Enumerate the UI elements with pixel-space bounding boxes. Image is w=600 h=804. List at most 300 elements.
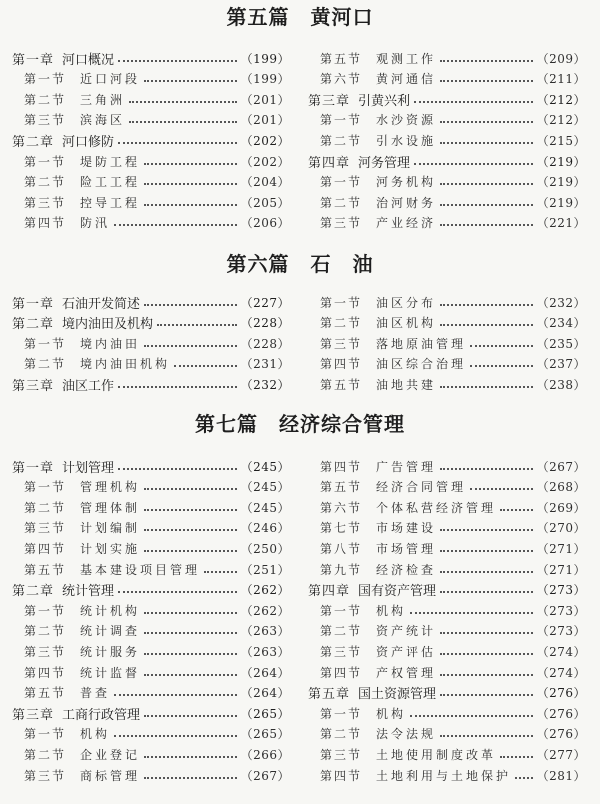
entry-label: 第一节 xyxy=(320,603,363,618)
entry-title: 统计监督 xyxy=(80,665,141,680)
leader-dots xyxy=(440,467,533,470)
toc-section-entry xyxy=(308,374,586,394)
entry-title: 河务机构 xyxy=(376,175,437,190)
entry-label: 第二节 xyxy=(24,357,67,372)
leader-dots xyxy=(440,120,533,123)
entry-title: 油地共建 xyxy=(376,377,437,392)
leader-dots xyxy=(144,508,237,511)
entry-page-number: （227） xyxy=(240,295,290,310)
toc-chapter-entry xyxy=(12,374,290,394)
entry-label: 第二节 xyxy=(320,727,363,742)
entry-page-number: （211） xyxy=(536,72,586,87)
entry-page-number: （262） xyxy=(240,603,290,618)
entry-label: 第一节 xyxy=(24,154,67,169)
entry-page-number: （202） xyxy=(240,133,290,148)
toc-section-entry xyxy=(308,724,586,744)
entry-label: 第二章 xyxy=(12,584,55,600)
toc-chapter-entry xyxy=(12,580,290,600)
entry-title: 引黄兴利 xyxy=(358,93,411,109)
leader-dots xyxy=(114,693,237,696)
entry-label: 第六节 xyxy=(320,500,363,515)
entry-page-number: （205） xyxy=(240,195,290,210)
toc-section-entry xyxy=(12,744,290,764)
entry-page-number: （273） xyxy=(536,624,586,639)
toc-section-entry xyxy=(12,213,290,233)
entry-label: 第一节 xyxy=(320,175,363,190)
entry-title: 广告管理 xyxy=(376,459,437,474)
leader-dots xyxy=(440,693,533,696)
leader-dots xyxy=(118,385,237,388)
entry-title: 计划管理 xyxy=(62,460,115,476)
entry-page-number: （232） xyxy=(240,377,290,392)
entry-page-number: （219） xyxy=(536,195,586,210)
entry-label: 第二节 xyxy=(24,92,67,107)
entry-label: 第九节 xyxy=(320,562,363,577)
entry-label: 第三节 xyxy=(24,521,67,536)
toc-section-entry xyxy=(308,703,586,723)
leader-dots xyxy=(118,467,237,470)
entry-label: 第八节 xyxy=(320,541,363,556)
entry-title: 工商行政管理 xyxy=(62,707,141,723)
leader-dots xyxy=(144,611,237,614)
entry-page-number: （276） xyxy=(536,686,586,701)
entry-title: 市场建设 xyxy=(376,521,437,536)
toc-section-entry xyxy=(308,172,586,192)
toc-section-entry xyxy=(308,497,586,517)
entry-label: 第二节 xyxy=(320,316,363,331)
toc-chapter-entry xyxy=(308,683,586,703)
entry-page-number: （234） xyxy=(536,316,586,331)
entry-title: 土地利用与土地保护 xyxy=(376,768,512,783)
toc-section-entry xyxy=(12,621,290,641)
part-title: 第六篇 石 油 xyxy=(226,252,374,276)
entry-page-number: （212） xyxy=(536,92,586,107)
toc-section-entry xyxy=(12,89,290,109)
entry-label: 第七节 xyxy=(320,521,363,536)
leader-dots xyxy=(440,570,533,573)
entry-label: 第二节 xyxy=(24,624,67,639)
entry-page-number: （271） xyxy=(536,541,586,556)
toc-section-entry xyxy=(308,600,586,620)
leader-dots xyxy=(440,528,533,531)
entry-title: 法令法规 xyxy=(376,727,437,742)
leader-dots xyxy=(144,182,237,185)
entry-label: 第三节 xyxy=(320,747,363,762)
entry-page-number: （231） xyxy=(240,357,290,372)
entry-title: 堤防工程 xyxy=(80,154,141,169)
entry-page-number: （266） xyxy=(240,747,290,762)
entry-title: 河口修防 xyxy=(62,134,115,150)
leader-dots xyxy=(410,714,533,717)
entry-label: 第五节 xyxy=(24,562,67,577)
entry-title: 个体私营经济管理 xyxy=(376,500,497,515)
leader-dots xyxy=(144,652,237,655)
toc-section-entry xyxy=(308,559,586,579)
toc-section-entry xyxy=(12,192,290,212)
entry-page-number: （269） xyxy=(536,500,586,515)
entry-title: 统计服务 xyxy=(80,644,141,659)
entry-page-number: （274） xyxy=(536,665,586,680)
entry-label: 第一节 xyxy=(24,336,67,351)
entry-label: 第二节 xyxy=(24,175,67,190)
toc-section-entry xyxy=(12,600,290,620)
entry-title: 防汛 xyxy=(80,216,111,231)
entry-title: 计划编制 xyxy=(80,521,141,536)
entry-page-number: （199） xyxy=(240,51,290,66)
entry-page-number: （201） xyxy=(240,113,290,128)
entry-page-number: （277） xyxy=(536,747,586,762)
toc-section-entry xyxy=(12,518,290,538)
leader-dots xyxy=(118,141,237,144)
leader-dots xyxy=(440,303,533,306)
entry-title: 机构 xyxy=(376,603,407,618)
leader-dots xyxy=(118,590,237,593)
toc-section-entry xyxy=(308,110,586,130)
entry-label: 第六节 xyxy=(320,72,363,87)
entry-label: 第三节 xyxy=(24,768,67,783)
entry-title: 经济检查 xyxy=(376,562,437,577)
entry-label: 第四节 xyxy=(320,665,363,680)
entry-page-number: （219） xyxy=(536,154,586,169)
entry-label: 第一节 xyxy=(24,603,67,618)
entry-title: 管理体制 xyxy=(80,500,141,515)
toc-section-entry xyxy=(12,497,290,517)
entry-title: 土地使用制度改革 xyxy=(376,747,497,762)
entry-label: 第四节 xyxy=(320,768,363,783)
leader-dots xyxy=(440,59,533,62)
entry-page-number: （267） xyxy=(536,459,586,474)
entry-title: 境内油田及机构 xyxy=(62,317,154,333)
entry-label: 第二节 xyxy=(320,133,363,148)
leader-dots xyxy=(440,79,533,82)
entry-title: 近口河段 xyxy=(80,72,141,87)
leader-dots xyxy=(144,528,237,531)
entry-label: 第三节 xyxy=(24,644,67,659)
entry-label: 第三章 xyxy=(12,378,55,394)
leader-dots xyxy=(144,344,237,347)
leader-dots xyxy=(410,611,533,614)
entry-title: 引水设施 xyxy=(376,133,437,148)
entry-label: 第四节 xyxy=(24,216,67,231)
toc-section-entry xyxy=(308,292,586,312)
toc-section-entry xyxy=(12,765,290,785)
leader-dots xyxy=(440,734,533,737)
toc-section-entry xyxy=(12,724,290,744)
entry-page-number: （264） xyxy=(240,665,290,680)
entry-page-number: （199） xyxy=(240,72,290,87)
entry-title: 治河财务 xyxy=(376,195,437,210)
toc-section-entry xyxy=(308,48,586,68)
leader-dots xyxy=(144,303,237,306)
leader-dots xyxy=(440,141,533,144)
leader-dots xyxy=(470,487,533,490)
entry-page-number: （215） xyxy=(536,133,586,148)
entry-title: 计划实施 xyxy=(80,541,141,556)
leader-dots xyxy=(440,590,533,593)
entry-page-number: （251） xyxy=(240,562,290,577)
leader-dots xyxy=(515,776,533,779)
toc-section-entry xyxy=(12,172,290,192)
toc-section-entry xyxy=(308,765,586,785)
entry-title: 国土资源管理 xyxy=(358,687,437,703)
leader-dots xyxy=(114,223,237,226)
entry-title: 境内油田机构 xyxy=(80,357,171,372)
entry-page-number: （267） xyxy=(240,768,290,783)
entry-title: 资产统计 xyxy=(376,624,437,639)
entry-page-number: （245） xyxy=(240,500,290,515)
entry-page-number: （263） xyxy=(240,644,290,659)
toc-section-entry xyxy=(12,354,290,374)
entry-page-number: （221） xyxy=(536,216,586,231)
leader-dots xyxy=(144,673,237,676)
toc-section-entry xyxy=(308,456,586,476)
entry-title: 三角洲 xyxy=(80,92,126,107)
leader-dots xyxy=(440,323,533,326)
toc-section-entry xyxy=(308,518,586,538)
leader-dots xyxy=(114,734,237,737)
entry-label: 第二章 xyxy=(12,134,55,150)
toc-section-entry xyxy=(308,477,586,497)
toc-chapter-entry xyxy=(12,313,290,333)
leader-dots xyxy=(414,100,533,103)
entry-label: 第五节 xyxy=(24,686,67,701)
entry-label: 第一节 xyxy=(24,480,67,495)
entry-page-number: （281） xyxy=(536,768,586,783)
entry-label: 第二章 xyxy=(12,317,55,333)
entry-title: 统计机构 xyxy=(80,603,141,618)
entry-title: 产业经济 xyxy=(376,216,437,231)
toc-chapter-entry xyxy=(308,580,586,600)
entry-title: 市场管理 xyxy=(376,541,437,556)
entry-title: 统计管理 xyxy=(62,584,115,600)
entry-title: 企业登记 xyxy=(80,747,141,762)
toc-section-entry xyxy=(308,662,586,682)
entry-title: 石油开发简述 xyxy=(62,296,141,312)
entry-page-number: （245） xyxy=(240,459,290,474)
entry-page-number: （273） xyxy=(536,583,586,598)
entry-title: 水沙资源 xyxy=(376,113,437,128)
toc-section-entry xyxy=(308,213,586,233)
toc-section-entry xyxy=(308,641,586,661)
leader-dots xyxy=(440,631,533,634)
toc-section-entry xyxy=(12,641,290,661)
leader-dots xyxy=(500,508,533,511)
entry-page-number: （201） xyxy=(240,92,290,107)
entry-label: 第三章 xyxy=(308,93,351,109)
toc-section-entry xyxy=(12,559,290,579)
entry-label: 第三节 xyxy=(320,336,363,351)
entry-page-number: （270） xyxy=(536,521,586,536)
toc-section-entry xyxy=(308,130,586,150)
entry-page-number: （237） xyxy=(536,357,586,372)
entry-label: 第四节 xyxy=(24,541,67,556)
part-title: 第七篇 经济综合管理 xyxy=(195,412,405,436)
toc-section-entry xyxy=(12,683,290,703)
entry-page-number: （276） xyxy=(536,727,586,742)
entry-page-number: （206） xyxy=(240,216,290,231)
entry-label: 第四节 xyxy=(24,665,67,680)
toc-section-entry xyxy=(308,538,586,558)
toc-section-entry xyxy=(308,333,586,353)
entry-page-number: （219） xyxy=(536,175,586,190)
entry-title: 油区分布 xyxy=(376,295,437,310)
toc-section-entry xyxy=(12,69,290,89)
entry-page-number: （273） xyxy=(536,603,586,618)
toc-section-entry xyxy=(12,477,290,497)
entry-label: 第一节 xyxy=(24,72,67,87)
entry-page-number: （276） xyxy=(536,706,586,721)
entry-label: 第五章 xyxy=(308,687,351,703)
toc-chapter-entry xyxy=(308,151,586,171)
entry-title: 落地原油管理 xyxy=(376,336,467,351)
leader-dots xyxy=(118,59,237,62)
entry-title: 控导工程 xyxy=(80,195,141,210)
leader-dots xyxy=(174,364,237,367)
entry-page-number: （250） xyxy=(240,541,290,556)
entry-page-number: （228） xyxy=(240,336,290,351)
entry-title: 国有资产管理 xyxy=(358,584,437,600)
leader-dots xyxy=(500,755,533,758)
entry-page-number: （238） xyxy=(536,377,586,392)
leader-dots xyxy=(157,323,237,326)
entry-title: 滨海区 xyxy=(80,113,126,128)
entry-label: 第二节 xyxy=(24,500,67,515)
entry-label: 第三章 xyxy=(12,707,55,723)
toc-chapter-entry xyxy=(12,456,290,476)
entry-title: 机构 xyxy=(376,706,407,721)
entry-page-number: （235） xyxy=(536,336,586,351)
toc-section-entry xyxy=(12,333,290,353)
entry-label: 第四章 xyxy=(308,584,351,600)
leader-dots xyxy=(144,487,237,490)
leader-dots xyxy=(440,385,533,388)
entry-page-number: （204） xyxy=(240,175,290,190)
leader-dots xyxy=(144,162,237,165)
entry-page-number: （262） xyxy=(240,583,290,598)
leader-dots xyxy=(440,223,533,226)
entry-label: 第五节 xyxy=(320,480,363,495)
toc-section-entry xyxy=(308,192,586,212)
entry-page-number: （265） xyxy=(240,706,290,721)
toc-section-entry xyxy=(12,662,290,682)
entry-title: 油区综合治理 xyxy=(376,357,467,372)
toc-section-entry xyxy=(308,621,586,641)
toc-section-entry xyxy=(308,744,586,764)
leader-dots xyxy=(440,182,533,185)
entry-title: 河务管理 xyxy=(358,155,411,171)
entry-label: 第二节 xyxy=(320,195,363,210)
entry-label: 第一章 xyxy=(12,52,55,68)
leader-dots xyxy=(129,100,237,103)
entry-title: 基本建设项目管理 xyxy=(80,562,201,577)
entry-page-number: （228） xyxy=(240,316,290,331)
leader-dots xyxy=(144,755,237,758)
leader-dots xyxy=(414,162,533,165)
entry-label: 第一节 xyxy=(320,113,363,128)
leader-dots xyxy=(144,776,237,779)
leader-dots xyxy=(144,631,237,634)
leader-dots xyxy=(144,203,237,206)
leader-dots xyxy=(440,673,533,676)
entry-title: 观测工作 xyxy=(376,51,437,66)
entry-label: 第四章 xyxy=(308,155,351,171)
leader-dots xyxy=(204,570,237,573)
entry-title: 机构 xyxy=(80,727,111,742)
entry-page-number: （264） xyxy=(240,686,290,701)
leader-dots xyxy=(144,549,237,552)
leader-dots xyxy=(440,549,533,552)
entry-label: 第一章 xyxy=(12,460,55,476)
entry-label: 第三节 xyxy=(320,216,363,231)
toc-section-entry xyxy=(12,151,290,171)
entry-title: 统计调查 xyxy=(80,624,141,639)
entry-label: 第五节 xyxy=(320,377,363,392)
entry-title: 油区机构 xyxy=(376,316,437,331)
entry-label: 第三节 xyxy=(24,195,67,210)
entry-title: 资产评估 xyxy=(376,644,437,659)
leader-dots xyxy=(440,652,533,655)
entry-label: 第二节 xyxy=(24,747,67,762)
leader-dots xyxy=(144,79,237,82)
entry-page-number: （212） xyxy=(536,113,586,128)
entry-page-number: （202） xyxy=(240,154,290,169)
entry-page-number: （245） xyxy=(240,480,290,495)
entry-label: 第一节 xyxy=(320,295,363,310)
entry-label: 第五节 xyxy=(320,51,363,66)
entry-page-number: （246） xyxy=(240,521,290,536)
toc-chapter-entry xyxy=(12,292,290,312)
leader-dots xyxy=(470,364,533,367)
entry-page-number: （268） xyxy=(536,480,586,495)
entry-label: 第四节 xyxy=(320,357,363,372)
toc-section-entry xyxy=(308,69,586,89)
toc-chapter-entry xyxy=(12,48,290,68)
leader-dots xyxy=(144,714,237,717)
entry-title: 油区工作 xyxy=(62,378,115,394)
entry-label: 第二节 xyxy=(320,624,363,639)
toc-chapter-entry xyxy=(12,130,290,150)
entry-label: 第四节 xyxy=(320,459,363,474)
entry-title: 境内油田 xyxy=(80,336,141,351)
entry-title: 经济合同管理 xyxy=(376,480,467,495)
entry-title: 管理机构 xyxy=(80,480,141,495)
entry-title: 产权管理 xyxy=(376,665,437,680)
entry-page-number: （274） xyxy=(536,644,586,659)
entry-title: 普查 xyxy=(80,686,111,701)
entry-page-number: （265） xyxy=(240,727,290,742)
entry-page-number: （209） xyxy=(536,51,586,66)
toc-section-entry xyxy=(308,313,586,333)
entry-page-number: （232） xyxy=(536,295,586,310)
entry-label: 第三节 xyxy=(24,113,67,128)
entry-label: 第三节 xyxy=(320,644,363,659)
entry-title: 险工工程 xyxy=(80,175,141,190)
leader-dots xyxy=(470,344,533,347)
toc-chapter-entry xyxy=(308,89,586,109)
entry-label: 第一节 xyxy=(24,727,67,742)
entry-title: 商标管理 xyxy=(80,768,141,783)
toc-chapter-entry xyxy=(12,703,290,723)
part-title: 第五篇 黄河口 xyxy=(226,5,374,29)
leader-dots xyxy=(440,203,533,206)
entry-title: 黄河通信 xyxy=(376,72,437,87)
entry-label: 第一章 xyxy=(12,296,55,312)
toc-section-entry xyxy=(308,354,586,374)
toc-section-entry xyxy=(12,538,290,558)
entry-title: 河口概况 xyxy=(62,52,115,68)
entry-label: 第一节 xyxy=(320,706,363,721)
toc-section-entry xyxy=(12,110,290,130)
